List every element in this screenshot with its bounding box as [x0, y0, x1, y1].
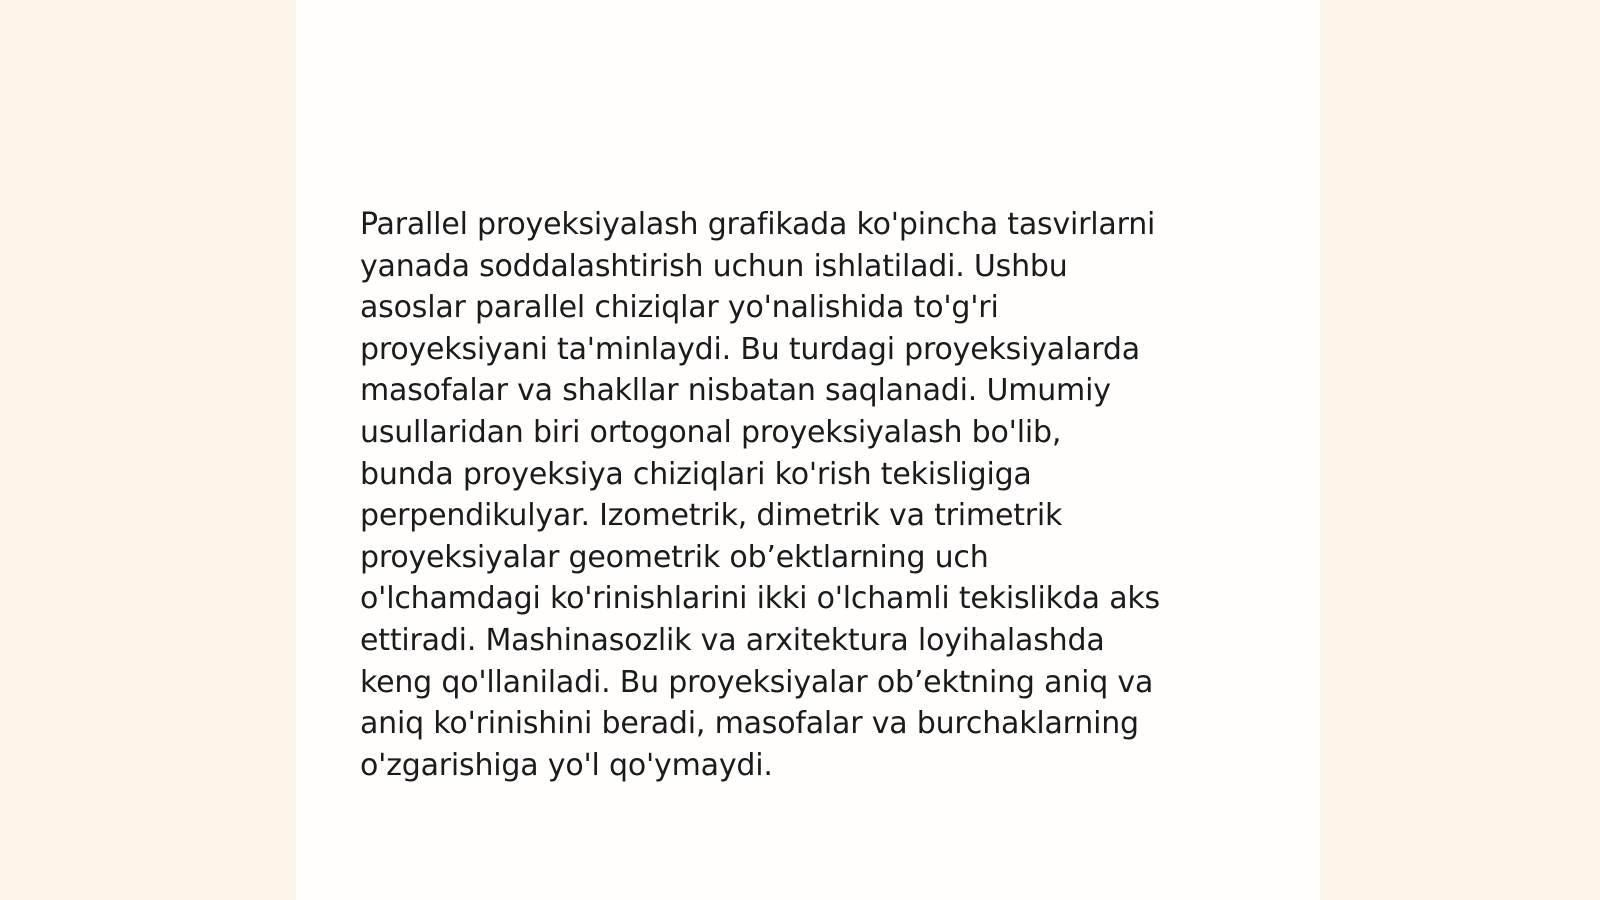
paragraph-line: bunda proyeksiya chiziqlari ko'rish tekisligiga	[360, 456, 1032, 492]
slide-body-paragraph	[360, 204, 1260, 786]
paragraph-line: asoslar parallel chiziqlar yo'nalishida to'g'ri	[360, 290, 999, 326]
paragraph-line: Parallel proyeksiyalash grafikada ko'pincha tasvirlarni	[360, 207, 1156, 242]
paragraph-line: keng qo'llaniladi. Bu proyeksiyalar ob’ektning aniq va	[360, 664, 1154, 700]
paragraph-line: masofalar va shakllar nisbatan saqlanadi. Umumiy	[360, 373, 1111, 409]
paragraph-line: o'lchamdagi ko'rinishlarini ikki o'lchamli tekislikda aks	[360, 581, 1160, 617]
paragraph-line: ettiradi. Mashinasozlik va arxitektura loyihalashda	[360, 622, 1105, 658]
slide-page	[296, 0, 1320, 900]
paragraph-line: yanada soddalashtirish uchun ishlatiladi. Ushbu	[360, 248, 1068, 284]
paragraph-line: usullaridan biri ortogonal proyeksiyalash bo'lib,	[360, 414, 1062, 450]
paragraph-line: proyeksiyani ta'minlaydi. Bu turdagi proyeksiyalarda	[360, 331, 1140, 367]
paragraph-line: aniq ko'rinishini beradi, masofalar va burchaklarning	[360, 706, 1139, 742]
paragraph-line: proyeksiyalar geometrik ob’ektlarning uch	[360, 539, 989, 575]
paragraph-line: perpendikulyar. Izometrik, dimetrik va trimetrik	[360, 498, 1063, 534]
paragraph-line: o'zgarishiga yo'l qo'ymaydi.	[360, 747, 773, 783]
